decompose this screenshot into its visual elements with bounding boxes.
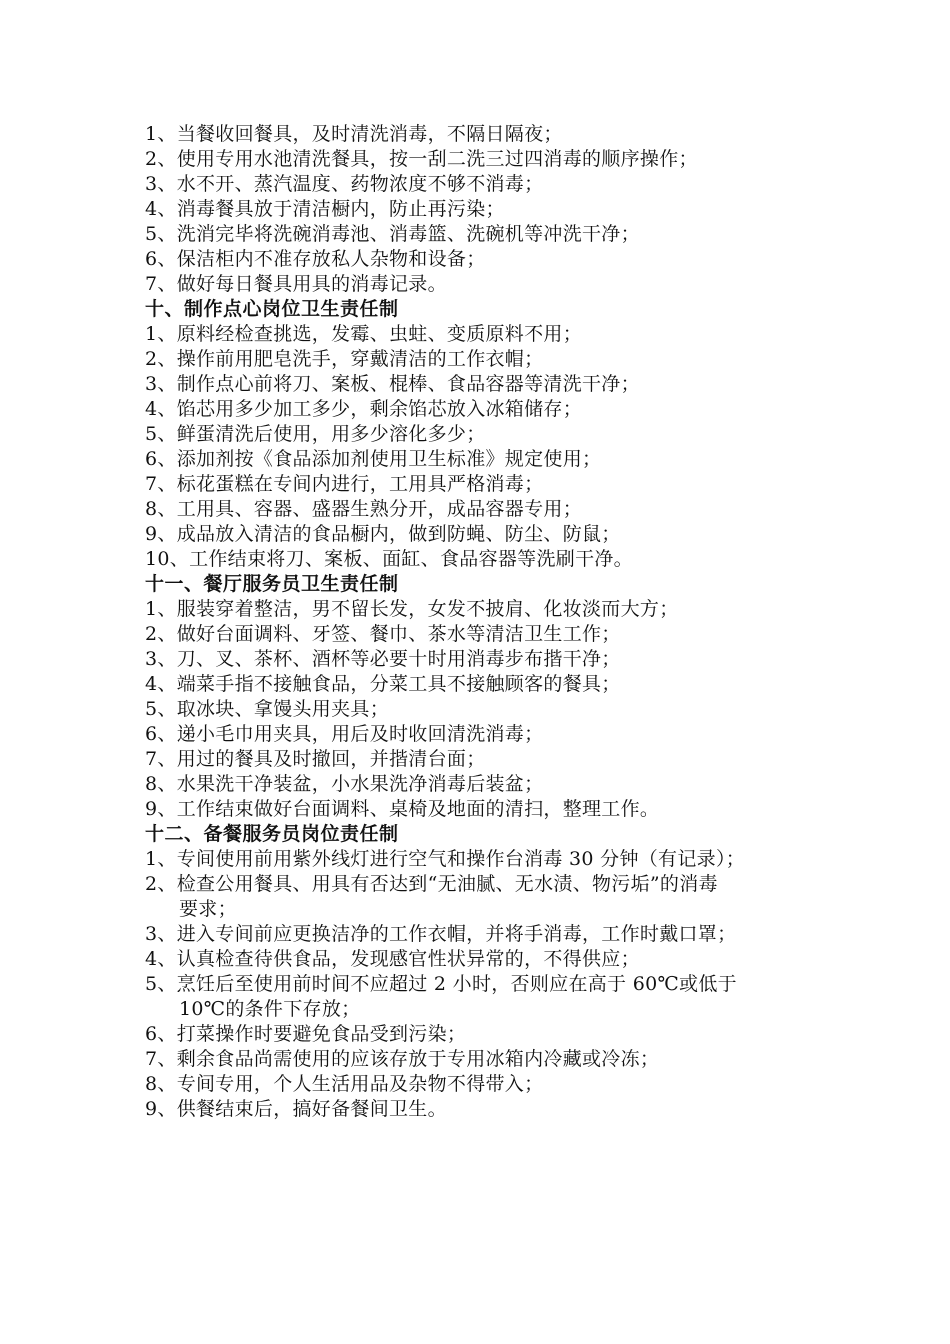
list-item: 7、标花蛋糕在专间内进行，工用具严格消毒； (145, 473, 544, 495)
list-item: 7、剩余食品尚需使用的应该存放于专用冰箱内冷藏或冷冻； (145, 1048, 660, 1070)
section-heading: 十二、备餐服务员岗位责任制 (145, 823, 399, 845)
section-heading: 十、制作点心岗位卫生责任制 (145, 298, 399, 320)
list-item: 4、端菜手指不接触食品，分菜工具不接触顾客的餐具； (145, 673, 621, 695)
list-item: 1、服装穿着整洁，男不留长发，女发不披肩、化妆淡而大方； (145, 598, 679, 620)
list-item: 1、原料经检查挑选，发霉、虫蛀、变质原料不用； (145, 323, 582, 345)
list-item: 9、供餐结束后，搞好备餐间卫生。 (145, 1098, 447, 1120)
document-page (145, 122, 825, 1122)
list-item: 5、鲜蛋清洗后使用，用多少溶化多少； (145, 423, 486, 445)
list-item: 7、用过的餐具及时撤回，并揩清台面； (145, 748, 486, 770)
list-item: 6、递小毛巾用夹具，用后及时收回清洗消毒； (145, 723, 544, 745)
list-item: 4、消毒餐具放于清洁橱内，防止再污染； (145, 198, 505, 220)
list-item: 8、水果洗干净装盆，小水果洗净消毒后装盆； (145, 773, 544, 795)
section-11 (145, 572, 825, 822)
list-item: 8、专间专用，个人生活用品及杂物不得带入； (145, 1073, 544, 1095)
list-item: 5、取冰块、拿馒头用夹具； (145, 698, 389, 720)
list-item: 4、认真检查待供食品，发现感官性状异常的，不得供应； (145, 948, 640, 970)
section-12 (145, 822, 825, 1122)
section-10 (145, 297, 825, 572)
list-item-continuation: 要求； (179, 898, 237, 920)
list-item: 8、工用具、容器、盛器生熟分开，成品容器专用； (145, 498, 582, 520)
list-item: 3、制作点心前将刀、案板、棍棒、食品容器等清洗干净； (145, 373, 640, 395)
list-item: 3、进入专间前应更换洁净的工作衣帽，并将手消毒，工作时戴口罩； (145, 923, 737, 945)
list-item: 9、工作结束做好台面调料、桌椅及地面的清扫，整理工作。 (145, 798, 660, 820)
list-item: 10、工作结束将刀、案板、面缸、食品容器等洗刷干净。 (145, 548, 633, 570)
list-item: 1、当餐收回餐具，及时清洗消毒，不隔日隔夜； (145, 123, 563, 145)
list-item: 6、打菜操作时要避免食品受到污染； (145, 1023, 467, 1045)
section-prev (145, 122, 825, 297)
list-item-continuation: 10℃的条件下存放； (179, 998, 361, 1020)
list-item: 3、水不开、蒸汽温度、药物浓度不够不消毒； (145, 173, 544, 195)
list-item: 1、专间使用前用紫外线灯进行空气和操作台消毒 30 分钟（有记录）； (145, 848, 746, 870)
list-item: 4、馅芯用多少加工多少，剩余馅芯放入冰箱储存； (145, 398, 582, 420)
list-item: 2、使用专用水池清洗餐具，按一刮二洗三过四消毒的顺序操作； (145, 148, 698, 170)
list-item: 3、刀、叉、茶杯、酒杯等必要十时用消毒步布揩干净； (145, 648, 621, 670)
list-item: 2、检查公用餐具、用具有否达到“无油腻、无水渍、物污垢”的消毒 (145, 873, 718, 895)
list-item: 5、洗消完毕将洗碗消毒池、消毒篮、洗碗机等冲洗干净； (145, 223, 640, 245)
list-item: 6、保洁柜内不准存放私人杂物和设备； (145, 248, 486, 270)
list-item: 6、添加剂按《食品添加剂使用卫生标准》规定使用； (145, 448, 602, 470)
list-item: 7、做好每日餐具用具的消毒记录。 (145, 273, 447, 295)
list-item: 5、烹饪后至使用前时间不应超过 2 小时，否则应在高于 60℃或低于 (145, 973, 737, 995)
section-heading: 十一、餐厅服务员卫生责任制 (145, 573, 399, 595)
list-item: 9、成品放入清洁的食品橱内，做到防蝇、防尘、防鼠； (145, 523, 621, 545)
list-item: 2、做好台面调料、牙签、餐巾、茶水等清洁卫生工作； (145, 623, 621, 645)
list-item: 2、操作前用肥皂洗手，穿戴清洁的工作衣帽； (145, 348, 544, 370)
